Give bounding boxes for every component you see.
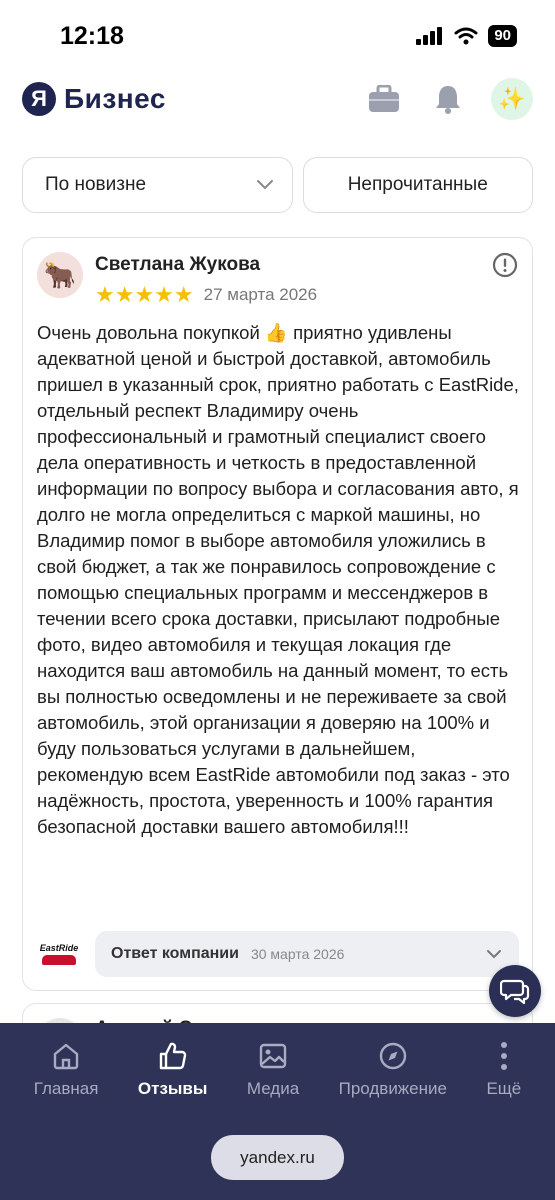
nav-item-media[interactable]	[247, 1041, 299, 1099]
nav-item-reviews[interactable]	[138, 1041, 208, 1099]
car-logo-icon	[42, 955, 76, 965]
company-logo-text: EastRide	[39, 943, 79, 953]
company-logo	[37, 932, 81, 976]
chat-bubbles-icon	[500, 977, 530, 1005]
review-date: 27 марта 2026	[203, 285, 318, 304]
app-logo[interactable]	[22, 82, 166, 116]
app-header	[0, 78, 555, 126]
report-icon[interactable]	[492, 252, 518, 278]
yandex-logo-icon: Я	[22, 82, 56, 116]
briefcase-icon	[368, 85, 400, 113]
logo-text: Бизнес	[64, 83, 166, 114]
nav-label-reviews: Отзывы	[137, 1079, 208, 1098]
chat-button[interactable]	[489, 965, 541, 1017]
review-text: Очень довольна покупкой 👍 приятно удивлены адекватной ценой и быстрой доставкой, автомобиль пришел в указанный срок, приятно работать с EastRide, отдельный респект Владимиру очень профессиональный и грамотный специалист своего дела оперативность и четкость в предоставленной информации по вопросу выбора и согласования авто, я долго не могла определиться с маркой машины, но Владимир помог в выборе автомобиля уложились в свой бюджет, а так же понравилось сопровождение с помощью специальных программ и мессенджеров в течении всего срока доставки, присылают подробные фото, видео автомобиля и текущая локация где находится ваш автомобиль на данный момент, то есть вы полностью осведомлены и не переживаете за свой автомобиль, этой организации я доверяю на 100% и буду пользоваться услугами в дальнейшем, рекомендую всем EastRide автомобили под заказ - это надёжность, простота, уверенность и 100% гарантия безопасной доставки вашего автомобиля!!!	[37, 322, 519, 837]
review-card	[22, 237, 533, 991]
bottom-navigation	[0, 1023, 555, 1200]
thumbs-up-icon	[158, 1041, 188, 1071]
more-dots-icon	[489, 1041, 519, 1071]
status-icons	[416, 25, 517, 47]
unread-filter-button[interactable]	[303, 157, 534, 213]
nav-item-more[interactable]	[486, 1041, 521, 1099]
image-icon	[258, 1041, 288, 1071]
author-avatar[interactable]	[37, 252, 83, 298]
sparkles-icon: ✨	[498, 86, 526, 111]
browser-url-pill[interactable]: yandex.ru	[211, 1135, 344, 1180]
sort-label: По новизне	[45, 174, 147, 195]
status-time: 12:18	[60, 22, 124, 50]
bell-icon	[434, 84, 462, 114]
nav-item-promotion[interactable]	[339, 1041, 447, 1099]
ai-assistant-button[interactable]	[491, 78, 533, 120]
nav-label-media: Медиа	[246, 1079, 300, 1098]
reply-date: 30 марта 2026	[250, 946, 345, 962]
nav-label-more: Ещё	[486, 1079, 522, 1098]
star-rating: ★★★★★	[95, 282, 194, 307]
home-icon	[51, 1041, 81, 1071]
wifi-icon	[454, 27, 478, 45]
signal-icon	[416, 27, 444, 45]
notifications-button[interactable]	[427, 78, 469, 120]
battery-indicator: 90	[488, 25, 517, 47]
chevron-down-icon	[485, 945, 503, 963]
reply-label: Ответ компании	[111, 945, 239, 962]
compass-icon	[378, 1041, 408, 1071]
review-filters	[22, 157, 533, 213]
review-author[interactable]: Светлана Жукова	[95, 254, 261, 275]
unread-label: Непрочитанные	[347, 174, 488, 195]
status-bar	[0, 0, 555, 70]
rating-row	[95, 282, 317, 308]
briefcase-button[interactable]	[363, 78, 405, 120]
nav-item-home[interactable]	[34, 1041, 99, 1099]
nav-label-home: Главная	[33, 1079, 99, 1098]
company-reply-toggle[interactable]	[95, 931, 519, 977]
yak-avatar-icon: 🐂	[43, 259, 77, 290]
sort-dropdown[interactable]	[22, 157, 293, 213]
nav-items	[0, 1041, 555, 1099]
header-actions	[363, 78, 533, 120]
chevron-down-icon	[256, 179, 274, 191]
nav-label-promotion: Продвижение	[338, 1079, 447, 1098]
